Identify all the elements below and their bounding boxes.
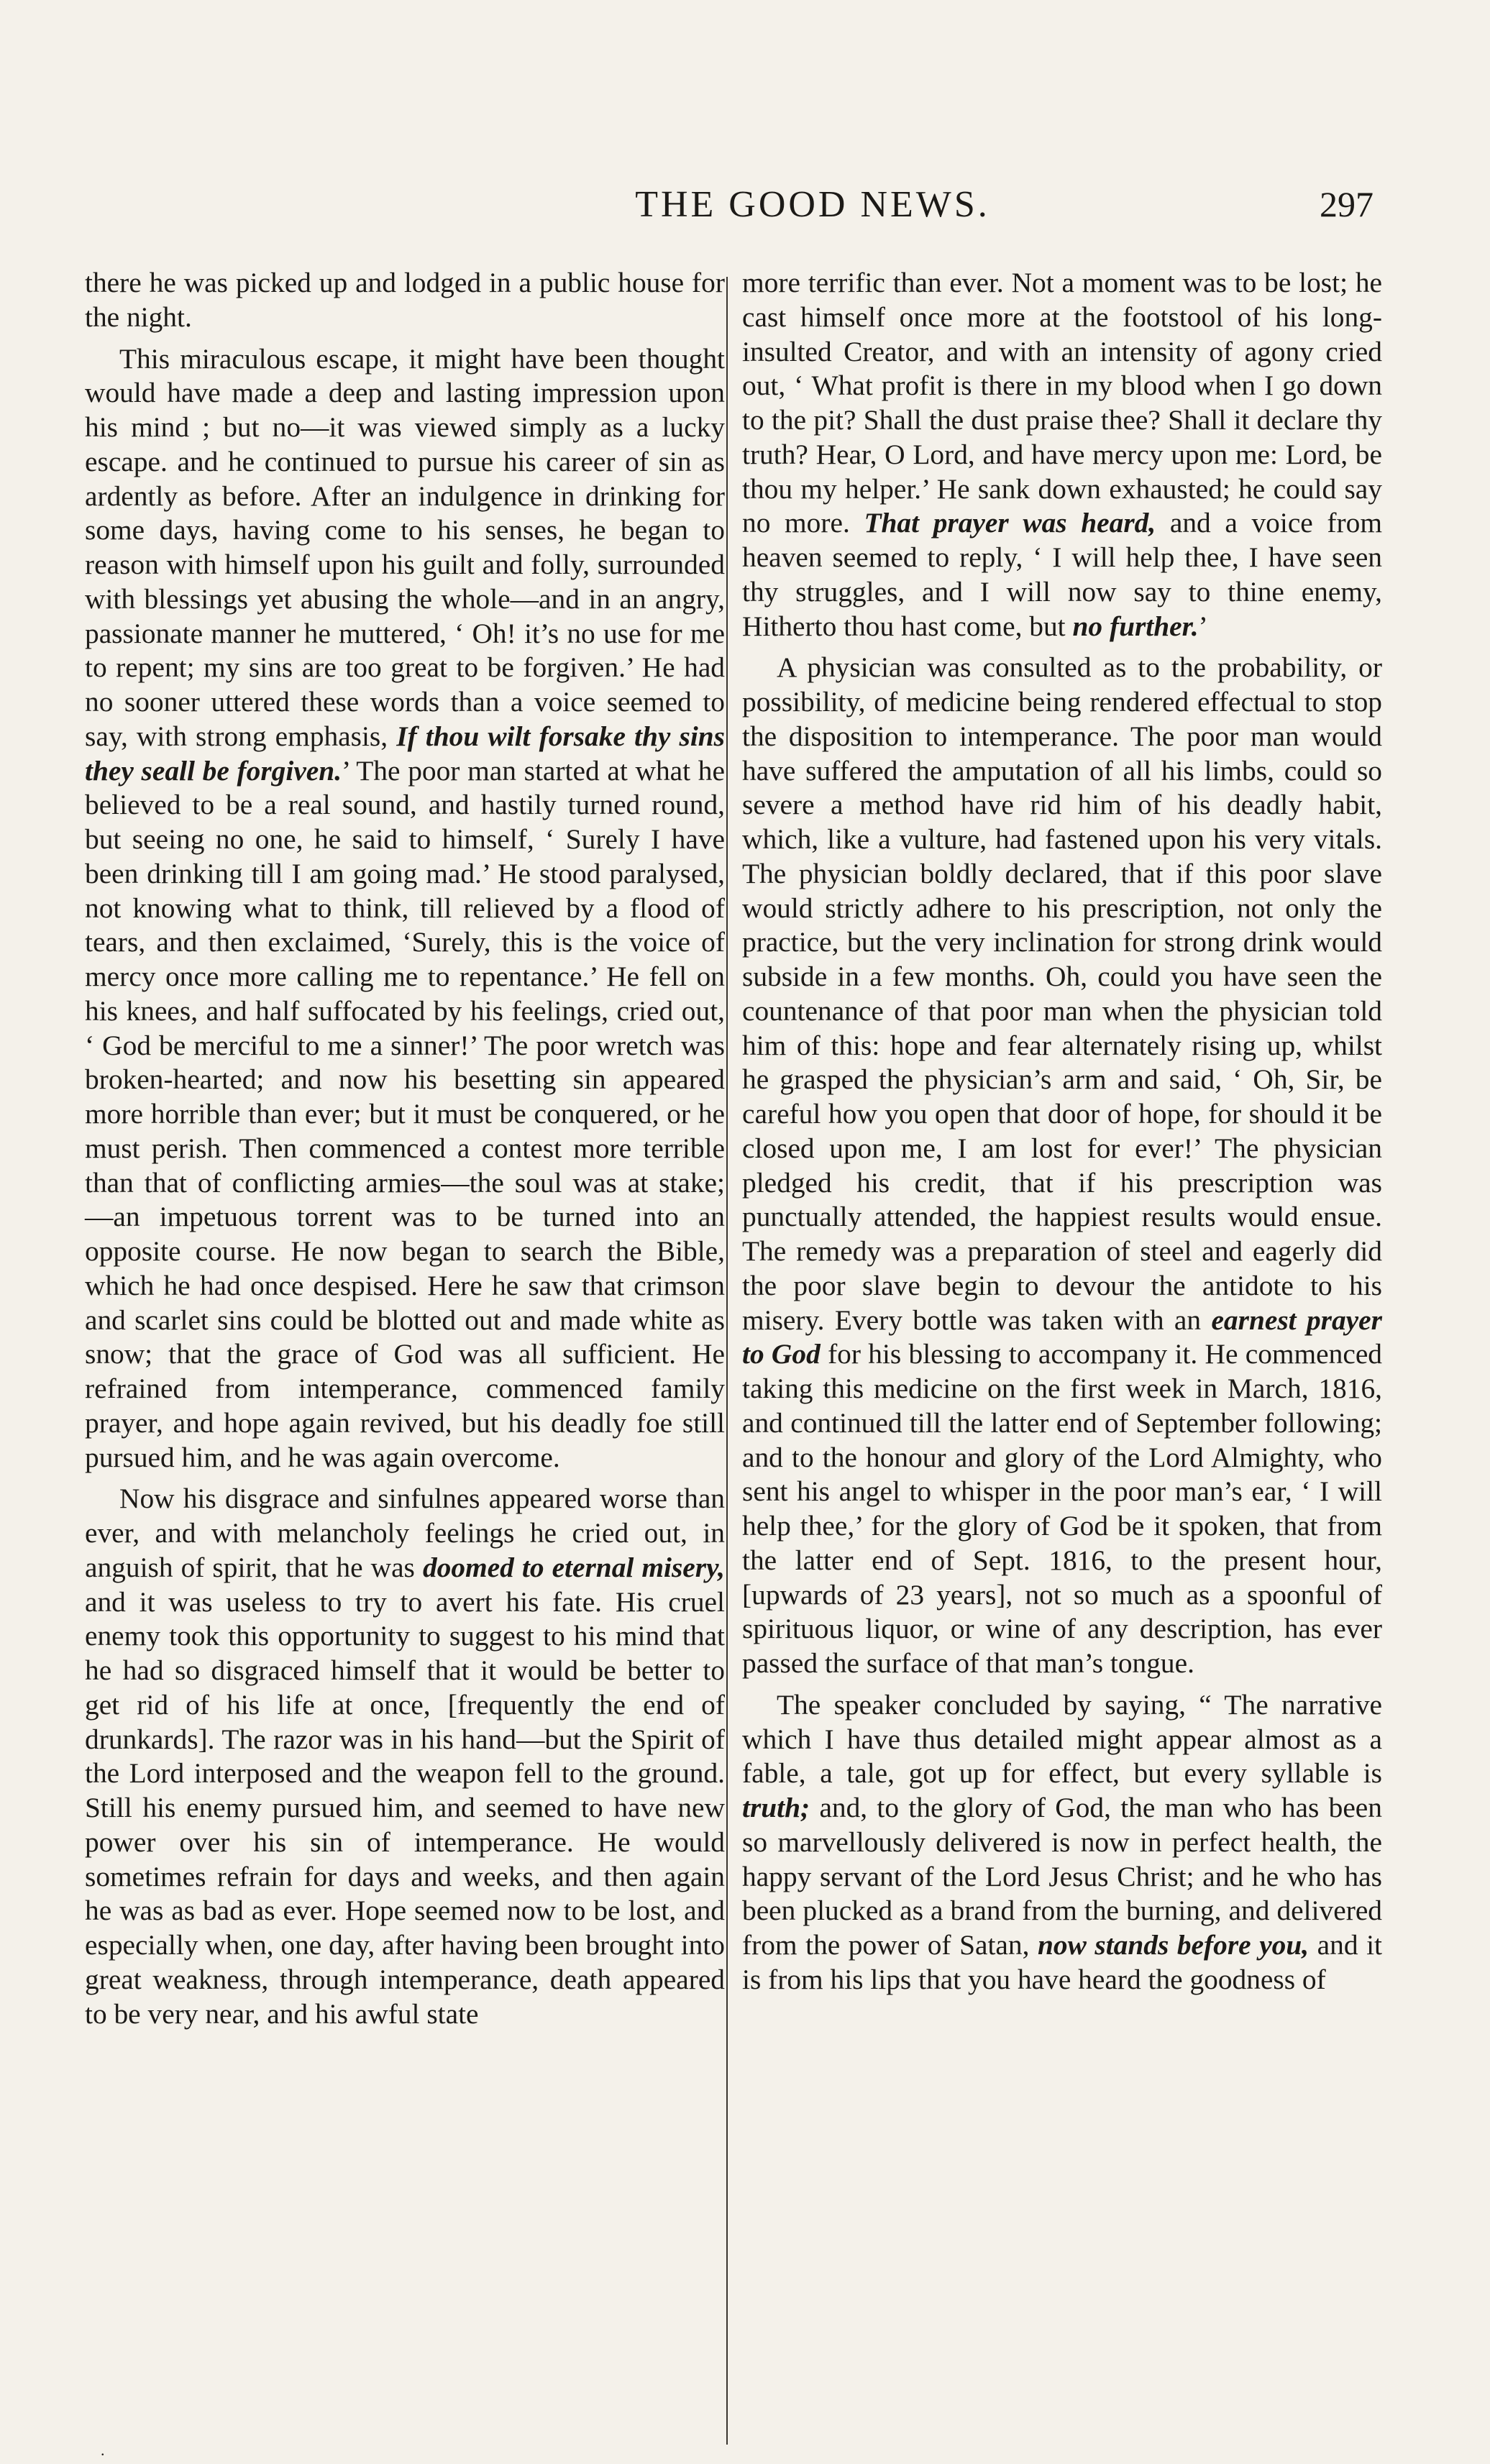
page-number: 297: [1320, 184, 1374, 224]
right-p3-emphasis-1: truth;: [742, 1792, 810, 1823]
left-p2-text-b: ’ The poor man started at what he believed to be a real sound, and hastily turned round, but seeing no one, he said to himself, ‘ Surely I have been drinking till I am going mad.’ He stood paralysed, not knowing what to think, till relieved by a flood of tears, and then exclaimed, ‘Surely, this is the voice of mercy once more calling me to repentance.’ He fell on his knees, and half suffocated by his feelings, cried out, ‘ God be merciful to me a sinner!’ The poor wretch was broken-hearted; and now his besetting sin appeared more horrible than ever; but it must be conquered, or he must perish. Then commenced a contest more terrible than that of conflicting armies—the soul was at stake; —an impetuous torrent was to be turned into an opposite course. He now began to search the Bible, which he had once despised. Here he saw that crimson and scarlet sins could be blotted out and made white as snow; that the grace of God was all sufficient. He refrained from intemperance, commenced family prayer, and hope again revived, but his deadly foe still pursued him, and he was again overcome.: [85, 754, 725, 1473]
left-p3-text-a: Now his disgrace and sinfulnes appeared worse than ever, and with melancholy feelings he cried out, in anguish of spirit, that he was: [85, 1483, 725, 1583]
right-p1-text-c: ’: [1198, 610, 1208, 642]
right-paragraph-3: [742, 1688, 1382, 1997]
left-p2-text-a: This miraculous escape, it might have been thought would have made a deep and lasting impression upon his mind ; but no—it was viewed simply as a lucky escape. and he continued to pursue his career of sin as ardently as before. After an indulgence in drinking for some days, having come to his senses, he began to reason with himself upon his guilt and folly, surrounded with blessings yet abusing the whole—and in an angry, passionate manner he muttered, ‘ Oh! it’s no use for me to repent; my sins are too great to be forgiven.’ He had no sooner uttered these words than a voice seemed to say, with strong emphasis,: [85, 342, 725, 752]
right-p3-text-c: and it is from his lips that you have heard the goodness of: [742, 1929, 1382, 1995]
right-p1-emphasis-1: That prayer was heard,: [864, 507, 1156, 539]
right-column: [742, 266, 1382, 1997]
right-p3-emphasis-2: now stands before you,: [1038, 1929, 1310, 1961]
right-p2-emphasis: earnest prayer to God: [742, 1304, 1382, 1370]
right-p1-emphasis-2: no further.: [1072, 610, 1199, 642]
right-p3-text-a: The speaker concluded by saying, “ The narrative which I have thus detailed might appear almost as a fable, a tale, got up for effect, but every syllable is: [742, 1688, 1382, 1790]
left-p1-text: there he was picked up and lodged in a public house for the night.: [85, 267, 725, 333]
left-p3-emphasis: doomed to eternal misery,: [422, 1551, 725, 1583]
column-divider: [726, 277, 728, 2445]
stray-print-mark: .: [101, 2441, 105, 2459]
right-p1-text-b: and a voice from heaven seemed to reply, ‘ I will help thee, I have seen thy struggles, and I will now say to thine enemy, Hitherto thou hast come, but: [742, 507, 1382, 642]
left-paragraph-1: [85, 266, 725, 335]
left-paragraph-2: [85, 342, 725, 1475]
right-p2-text-a: A physician was consulted as to the probability, or possibility, of medicine being rendered effectual to stop the disposition to intemperance. The poor man would have suffered the amputation of all his limbs, could so severe a method have rid him of his deadly habit, which, like a vulture, had fastened upon his very vitals. The physician boldly declared, that if this poor slave would strictly adhere to his prescription, not only the practice, but the very inclination for strong drink would subside in a few months. Oh, could you have seen the countenance of that poor man when the physician told him of this: hope and fear alternately rising up, whilst he grasped the physician’s arm and said, ‘ Oh, Sir, be careful how you open that door of hope, for should it be closed upon me, I am lost for ever!’ The physician pledged his credit, that if his prescription was punctually attended, the happiest results would ensue. The remedy was a preparation of steel and eagerly did the poor slave begin to devour the antidote to his misery. Every bottle was taken with an: [742, 651, 1382, 1336]
right-p3-text-b: and, to the glory of God, the man who has been so marvellously delivered is now in perfect health, the happy servant of the Lord Jesus Christ; and he who has been plucked as a brand from the burning, and delivered from the power of Satan,: [742, 1792, 1382, 1961]
right-paragraph-1: [742, 266, 1382, 644]
left-p3-text-b: and it was useless to try to avert his fate. His cruel enemy took this opportunity to suggest to his mind that he had so disgraced himself that it would be better to get rid of his life at once, [frequently the end of drunkards]. The razor was in his hand—but the Spirit of the Lord interposed and the weapon fell to the ground. Still his enemy pursued him, and seemed to have new power over his sin of intemperance. He would sometimes refrain for days and weeks, and then again he was as bad as ever. Hope seemed now to be lost, and especially when, one day, after having been brought into great weakness, through intemperance, death appeared to be very near, and his awful state: [85, 1585, 726, 2030]
page-header: [86, 183, 1381, 241]
running-title: THE GOOD NEWS.: [635, 184, 990, 225]
right-p2-text-b: for his blessing to accompany it. He commenced taking this medicine on the first week in March, 1816, and continued till the latter end of September following; and to the honour and glory of the Lord Almighty, who sent his angel to whisper in the poor man’s ear, ‘ I will help thee,’ for the glory of God be it spoken, that from the latter end of Sept. 1816, to the present hour, [upwards of 23 years], not so much as a spoonful of spirituous liquor, or wine of any description, has ever passed the surface of that man’s tongue.: [742, 1338, 1383, 1679]
left-column: [85, 266, 725, 2031]
right-paragraph-2: [742, 651, 1382, 1681]
left-paragraph-3: [85, 1482, 725, 2031]
left-p2-emphasis: If thou wilt forsake thy sins they seall be forgiven.: [85, 720, 726, 787]
right-p1-text-a: more terrific than ever. Not a moment was to be lost; he cast himself once more at the footstool of his long-insulted Creator, and with an intensity of agony cried out, ‘ What profit is there in my blood when I go down to the pit? Shall the dust praise thee? Shall it declare thy truth? Hear, O Lord, and have mercy upon me: Lord, be thou my helper.’ He sank down exhausted; he could say no more.: [742, 267, 1382, 539]
